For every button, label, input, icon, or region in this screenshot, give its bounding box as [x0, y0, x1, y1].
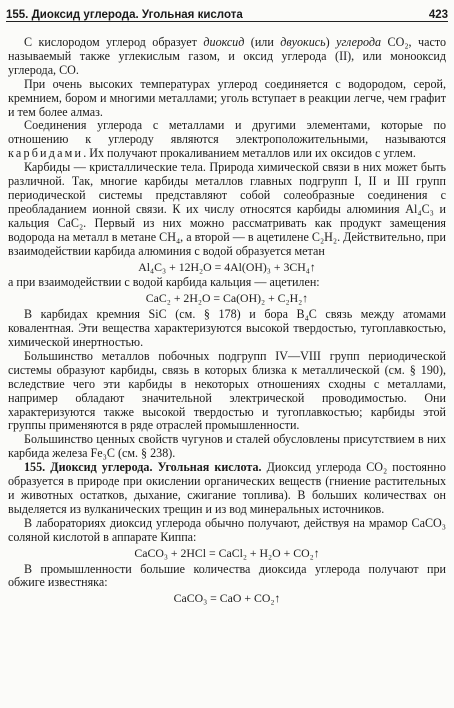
paragraph-kipp-apparatus: В лабораториях диоксид углерода обычно получают, действуя на мрамор CaCO₃ соляной кислотой в аппарате Киппа: — [8, 515, 446, 544]
section-heading: 155. Диоксид углерода. Угольная кислота. — [24, 460, 262, 475]
equation-aluminium-carbide: Al₄C₃ + 12H₂O = 4Al(OH)₃ + 3CH₄↑ — [138, 259, 316, 274]
term-dioxide: диоксид — [203, 35, 245, 49]
page-number: 423 — [428, 9, 448, 21]
running-title: 155. Диоксид углерода. Угольная кислота — [6, 9, 243, 21]
section-carbon-dioxide: 155. Диоксид углерода. Угольная кислота. Диоксид углерода CO₂ постоянно образуется в природе при окислении органических веществ (гниение растительных и животных остатков, дыхание, сжигание топлива). В больших количествах он выделяется из вулканических трещин и из вод минеральных источников. — [8, 460, 446, 516]
page-body — [8, 36, 446, 608]
paragraph-iron-carbide: Большинство ценных свойств чугунов и сталей обусловлены присутствием в них карбида железа Fe₃C (см. § 238). — [8, 432, 446, 461]
term-carbon: углерода — [336, 35, 382, 49]
paragraph-high-temperature: При очень высоких температурах углерод соединяется с водородом, серой, кремнием, бором и многими металлами; уголь вступает в реакции легче, чем графит и тем более алмаз. — [8, 76, 446, 119]
paragraph-acetylene-lead: а при взаимодействии с водой карбида кальция — ацетилен: — [8, 275, 320, 290]
paragraph-carbides-structure: Карбиды — кристаллические тела. Природа химической связи в них может быть различной. Так, многие карбиды металлов главных подгрупп I, II и III групп периодической системы представляют собой солеобразные соединения с преобладанием ионной связи. К их числу относятся карбиды алюминия Al₄C₃ и кальция CaC₂. Первый из них можно рассматривать как продукт замещения водорода на металл в метане CH₄, а второй — в ацетилене C₂H₂. Действительно, при взаимодействии карбида алюминия с водой образуется метан — [8, 160, 446, 258]
paragraph-carbides-definition: Соединения углерода с металлами и другими элементами, которые по отношению к углероду являются электроположительными, называются карбидами. Их получают прокаливанием металлов или их оксидов с углем. — [8, 118, 446, 161]
paragraph-carbon-dioxide-intro: С кислородом углерод образует диоксид (или двуокись) углерода СО₂, часто называемый также углекислым газом, и оксид углерода (II), или монооксид углерода, СО. — [8, 35, 447, 77]
equation-calcium-carbide: CaC₂ + 2H₂O = Ca(OH)₂ + C₂H₂↑ — [145, 291, 309, 306]
paragraph-covalent-carbides: В карбидах кремния SiC (см. § 178) и бора B₄C связь между атомами ковалентная. Эти вещества характеризуются высокой твердостью, тугоплавкостью, химической инертностью. — [8, 307, 446, 350]
paragraph-metallic-carbides: Большинство металлов побочных подгрупп IV—VIII групп периодической системы образуют карбиды, связь в которых близка к металлической (см. § 190), вследствие чего эти карбиды в некоторых отношениях сходны с металлами, например обладают значительной электрической проводимостью. Они характеризуются также высокой твердостью и тугоплавкостью; карбиды этой группы применяются в ряде отраслей промышленности. — [8, 348, 446, 433]
running-header — [6, 4, 448, 22]
equation-marble-acid: CaCO₃ + 2HCl = CaCl₂ + H₂O + CO₂↑ — [134, 545, 320, 560]
paragraph-limestone: В промышленности большие количества диоксида углерода получают при обжиге известняка: — [8, 561, 446, 590]
term-dvuokis: двуокись — [280, 35, 326, 49]
term-carbides: карбидами — [8, 146, 84, 161]
equation-limestone-calcination: CaCO₃ = CaO + CO₂↑ — [173, 591, 281, 606]
